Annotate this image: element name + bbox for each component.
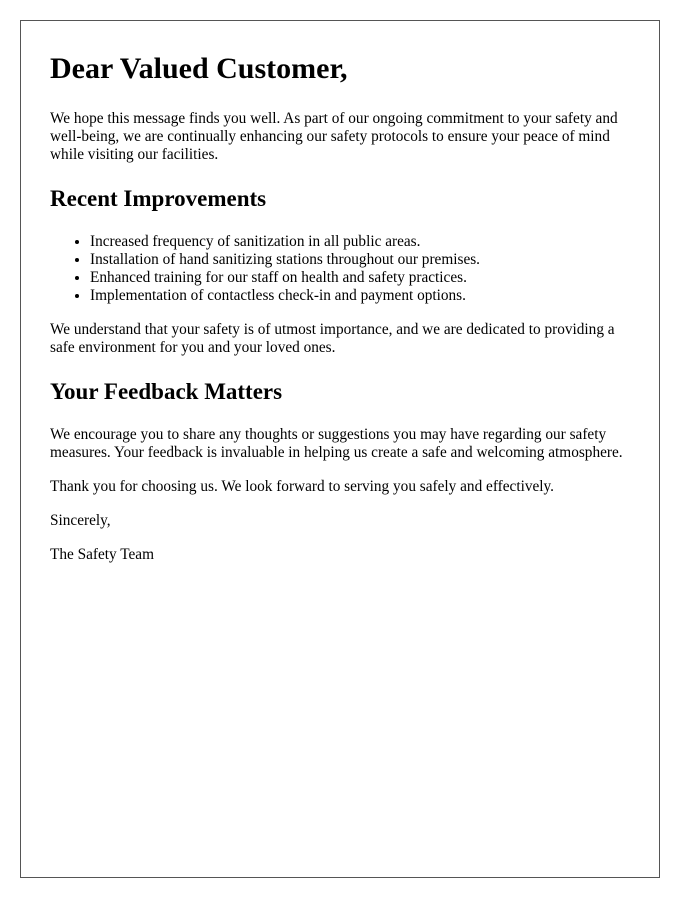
thanks-paragraph: Thank you for choosing us. We look forward to serving you safely and effectively. (50, 478, 555, 495)
intro-paragraph: We hope this message finds you well. As part of our ongoing commitment to your safety and well-being, we are continually enhancing our safety protocols to ensure your peace of mind while visiting our facilities. (50, 110, 618, 163)
signature-line: The Safety Team (50, 546, 154, 563)
letter-greeting: Dear Valued Customer, (50, 52, 348, 85)
feedback-paragraph: We encourage you to share any thoughts or suggestions you may have regarding our safety measures. Your feedback is invaluable in helping us create a safe and welcoming atmosphere. (50, 426, 623, 461)
closing-line: Sincerely, (50, 512, 111, 529)
list-item: • Implementation of contactless check-in and payment options. (90, 287, 635, 305)
improvements-list (50, 233, 635, 305)
list-item: • Installation of hand sanitizing stations throughout our premises. (90, 251, 635, 269)
feedback-heading: Your Feedback Matters (50, 379, 283, 404)
improvements-heading: Recent Improvements (50, 186, 267, 211)
safety-note-paragraph: We understand that your safety is of utmost importance, and we are dedicated to providing a safe environment for you and your loved ones. (50, 321, 615, 356)
list-item: • Enhanced training for our staff on health and safety practices. (90, 269, 635, 287)
letter-page (20, 20, 660, 878)
letter-body (50, 21, 635, 564)
list-item: • Increased frequency of sanitization in all public areas. (90, 233, 635, 251)
